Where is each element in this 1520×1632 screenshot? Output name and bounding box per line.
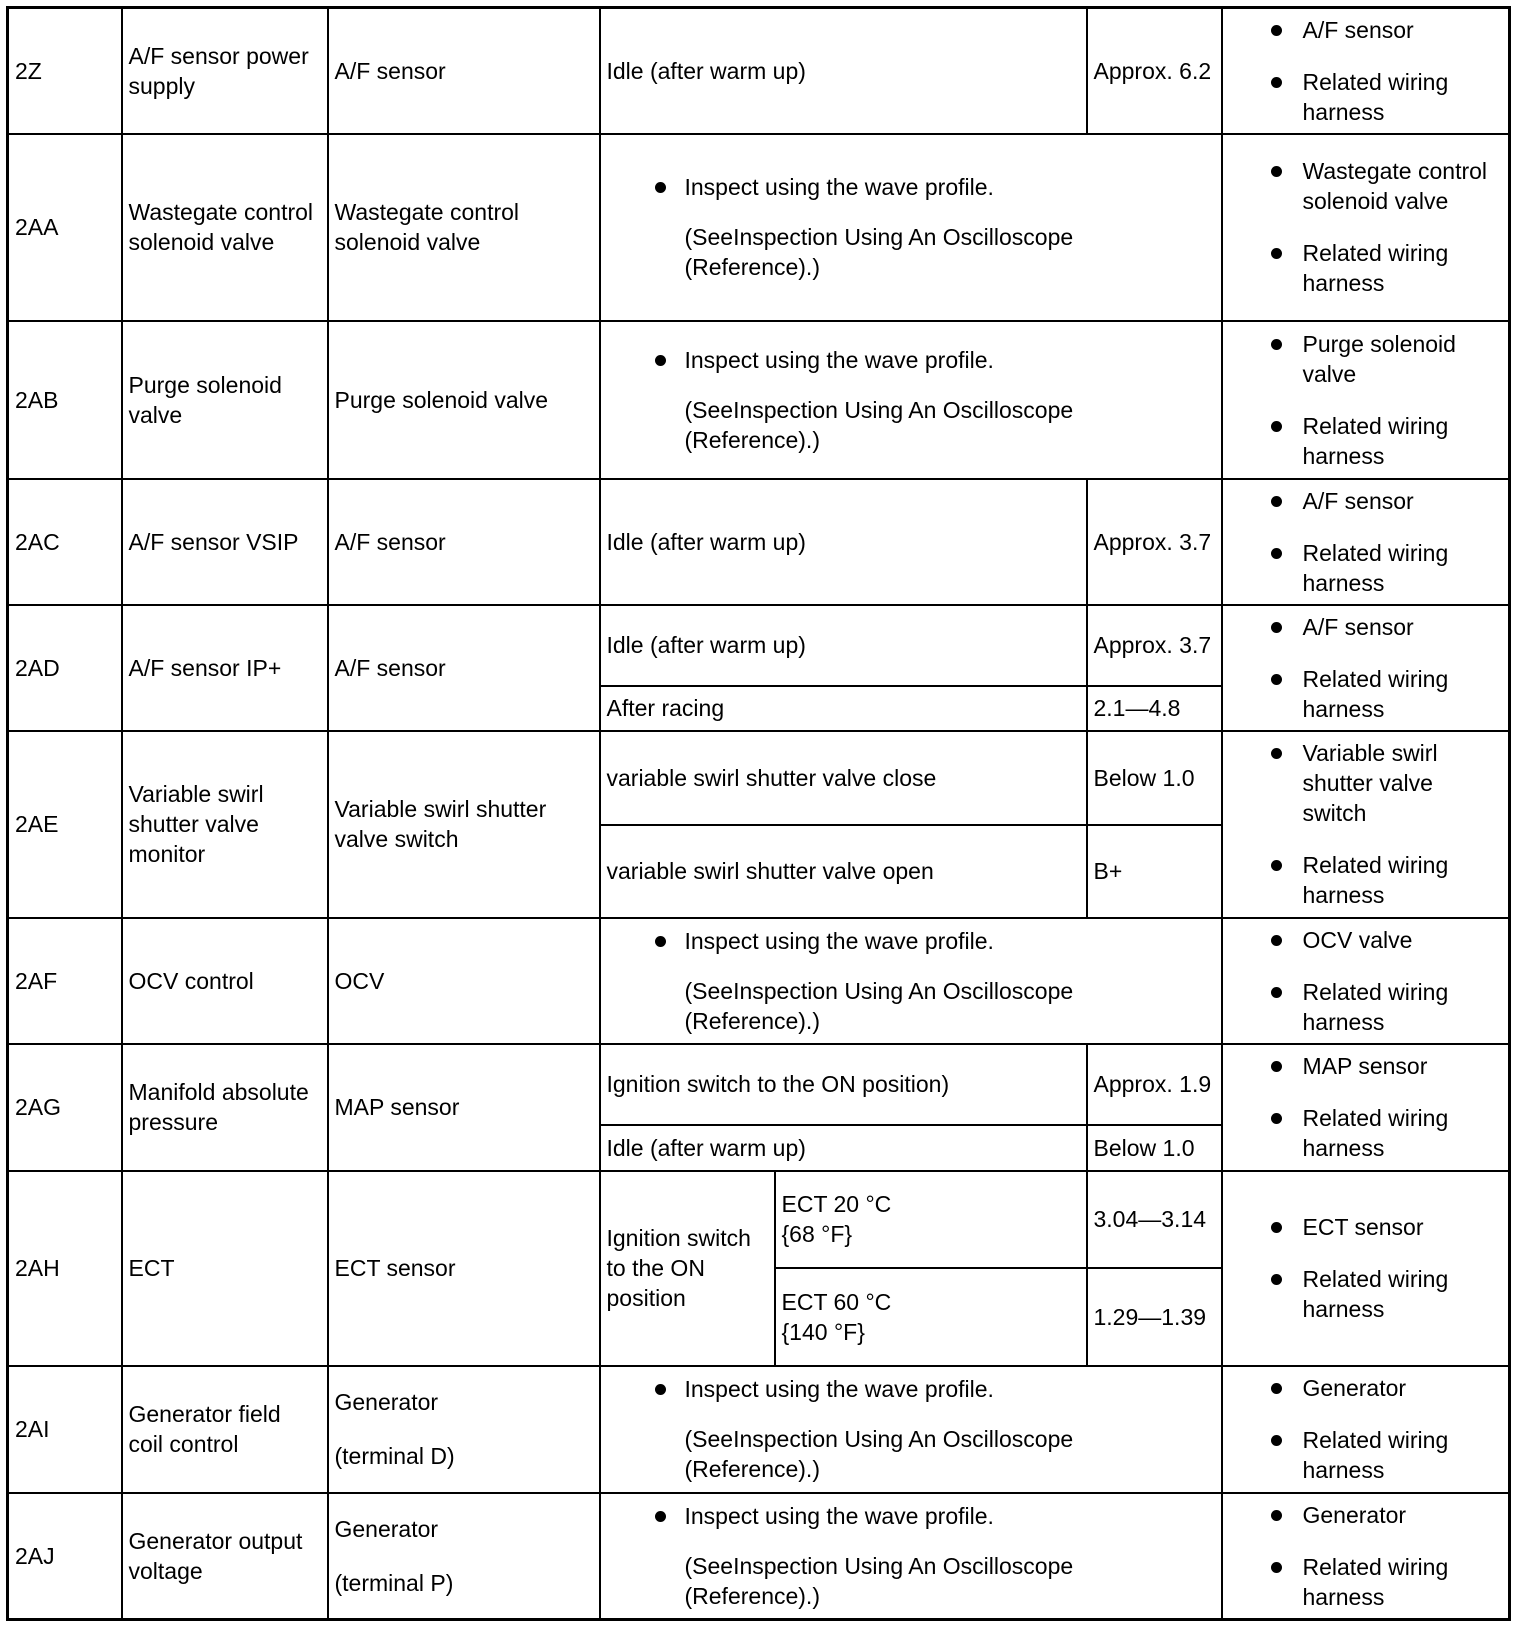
- wave-profile-note: Inspect using the wave profile.: [685, 1374, 1215, 1404]
- wave-profile-note: Inspect using the wave profile.: [685, 172, 1215, 202]
- table-row: [8, 1171, 1510, 1268]
- voltage-value: B+: [1087, 825, 1222, 918]
- terminal-id: 2AG: [8, 1044, 122, 1171]
- inspection-item: Related wiring harness: [1229, 67, 1503, 127]
- connected-device: Generator: [334, 1389, 439, 1415]
- voltage-value: Approx. 1.9: [1087, 1044, 1222, 1125]
- terminal-id: 2Z: [8, 8, 122, 134]
- test-condition: Ignition switch to the ON position): [600, 1044, 1087, 1125]
- terminal-id: 2AI: [8, 1366, 122, 1493]
- oscilloscope-reference: (SeeInspection Using An Oscilloscope (Reference).): [684, 1552, 1074, 1609]
- signal-name: Variable swirl shutter valve monitor: [122, 731, 328, 918]
- test-condition: Idle (after warm up): [600, 605, 1087, 686]
- sub-condition: [775, 1268, 1087, 1366]
- connected-to: Wastegate control solenoid valve: [328, 134, 600, 321]
- test-condition: variable swirl shutter valve open: [600, 825, 1087, 918]
- test-condition: [600, 134, 1222, 321]
- table-row: [8, 479, 1510, 605]
- inspection-item: Related wiring harness: [1229, 977, 1503, 1037]
- table-row: [8, 918, 1510, 1044]
- signal-name: Manifold absolute pressure: [122, 1044, 328, 1171]
- inspection-item: A/F sensor: [1229, 486, 1503, 516]
- table-row: [8, 134, 1510, 321]
- connected-to: Purge solenoid valve: [328, 321, 600, 479]
- table-row: [8, 605, 1510, 686]
- test-condition: variable swirl shutter valve close: [600, 731, 1087, 825]
- signal-name: A/F sensor VSIP: [122, 479, 328, 605]
- table-row: [8, 1493, 1510, 1620]
- connected-terminal: (terminal D): [334, 1443, 455, 1469]
- inspection-item: Wastegate control solenoid valve: [1229, 156, 1503, 216]
- table-row: [8, 1366, 1510, 1493]
- terminal-id: 2AB: [8, 321, 122, 479]
- terminal-id: 2AA: [8, 134, 122, 321]
- voltage-value: Approx. 3.7: [1087, 605, 1222, 686]
- temperature-f: {68 °F}: [781, 1221, 853, 1247]
- inspection-item: MAP sensor: [1229, 1051, 1503, 1081]
- terminal-voltage-table: [6, 6, 1511, 1621]
- connected-to: OCV: [328, 918, 600, 1044]
- connected-terminal: (terminal P): [334, 1569, 454, 1596]
- connected-to: Variable swirl shutter valve switch: [328, 731, 600, 918]
- table-row: [8, 731, 1510, 825]
- inspection-item: Generator: [1229, 1500, 1503, 1530]
- connected-to: ECT sensor: [328, 1171, 600, 1366]
- test-condition: After racing: [600, 686, 1087, 731]
- inspection-item: Purge solenoid valve: [1229, 329, 1503, 389]
- test-condition: Idle (after warm up): [600, 479, 1087, 605]
- inspection-items: [1222, 1366, 1510, 1493]
- signal-name: Generator field coil control: [122, 1366, 328, 1493]
- inspection-items: [1222, 321, 1510, 479]
- connected-to: [328, 1366, 600, 1493]
- signal-name: Generator output voltage: [122, 1493, 328, 1620]
- voltage-value: 2.1—4.8: [1087, 686, 1222, 731]
- wave-profile-note: Inspect using the wave profile.: [685, 345, 1215, 375]
- connected-to: A/F sensor: [328, 479, 600, 605]
- inspection-item: A/F sensor: [1229, 15, 1503, 45]
- table-row: [8, 8, 1510, 134]
- signal-name: Wastegate control solenoid valve: [122, 134, 328, 321]
- terminal-id: 2AF: [8, 918, 122, 1044]
- wave-profile-note: Inspect using the wave profile.: [685, 926, 1215, 956]
- inspection-items: [1222, 1044, 1510, 1171]
- terminal-id: 2AE: [8, 731, 122, 918]
- test-condition: Idle (after warm up): [600, 8, 1087, 134]
- inspection-item: ECT sensor: [1229, 1212, 1503, 1242]
- inspection-items: [1222, 134, 1510, 321]
- inspection-item: Related wiring harness: [1229, 664, 1503, 724]
- voltage-value: Approx. 6.2: [1087, 8, 1222, 134]
- connected-to: A/F sensor: [328, 605, 600, 731]
- test-condition: [600, 1366, 1222, 1493]
- connected-device: Generator: [334, 1515, 439, 1542]
- oscilloscope-reference: (SeeInspection Using An Oscilloscope (Reference).): [684, 1426, 1074, 1482]
- inspection-items: [1222, 605, 1510, 731]
- table-row: [8, 321, 1510, 479]
- connected-to: MAP sensor: [328, 1044, 600, 1171]
- wave-profile-note: Inspect using the wave profile.: [685, 1501, 1215, 1531]
- terminal-id: 2AD: [8, 605, 122, 731]
- signal-name: OCV control: [122, 918, 328, 1044]
- inspection-item: Related wiring harness: [1229, 1264, 1503, 1324]
- inspection-items: [1222, 479, 1510, 605]
- test-condition: Ignition switch to the ON position: [600, 1171, 775, 1366]
- test-condition: [600, 918, 1222, 1044]
- voltage-value: 1.29—1.39: [1087, 1268, 1222, 1366]
- inspection-item: Variable swirl shutter valve switch: [1229, 738, 1503, 828]
- inspection-item: Related wiring harness: [1229, 1103, 1503, 1163]
- test-condition: Idle (after warm up): [600, 1125, 1087, 1171]
- oscilloscope-reference: (SeeInspection Using An Oscilloscope (Reference).): [684, 224, 1074, 280]
- inspection-item: Related wiring harness: [1229, 1552, 1503, 1612]
- table-row: [8, 1044, 1510, 1125]
- voltage-value: Below 1.0: [1087, 1125, 1222, 1171]
- temperature-c: ECT 20 °C: [781, 1191, 892, 1217]
- temperature-f: {140 °F}: [781, 1318, 865, 1345]
- sub-condition: [775, 1171, 1087, 1268]
- inspection-item: Related wiring harness: [1229, 538, 1503, 598]
- oscilloscope-reference: (SeeInspection Using An Oscilloscope (Reference).): [684, 977, 1074, 1034]
- inspection-items: [1222, 1171, 1510, 1366]
- voltage-value: Below 1.0: [1087, 731, 1222, 825]
- inspection-item: Related wiring harness: [1229, 411, 1503, 471]
- inspection-item: OCV valve: [1229, 925, 1503, 955]
- test-condition: [600, 1493, 1222, 1620]
- terminal-id: 2AH: [8, 1171, 122, 1366]
- signal-name: Purge solenoid valve: [122, 321, 328, 479]
- inspection-item: Related wiring harness: [1229, 850, 1503, 910]
- voltage-value: Approx. 3.7: [1087, 479, 1222, 605]
- signal-name: ECT: [122, 1171, 328, 1366]
- inspection-items: [1222, 918, 1510, 1044]
- signal-name: A/F sensor power supply: [122, 8, 328, 134]
- terminal-id: 2AC: [8, 479, 122, 605]
- terminal-voltage-table-sheet: [6, 6, 1511, 1621]
- connected-to: A/F sensor: [328, 8, 600, 134]
- signal-name: A/F sensor IP+: [122, 605, 328, 731]
- terminal-id: 2AJ: [8, 1493, 122, 1620]
- connected-to: [328, 1493, 600, 1620]
- inspection-item: Related wiring harness: [1229, 1425, 1503, 1485]
- inspection-item: A/F sensor: [1229, 612, 1503, 642]
- oscilloscope-reference: (SeeInspection Using An Oscilloscope (Reference).): [684, 396, 1074, 453]
- inspection-items: [1222, 731, 1510, 918]
- test-condition: [600, 321, 1222, 479]
- inspection-items: [1222, 1493, 1510, 1620]
- inspection-items: [1222, 8, 1510, 134]
- temperature-c: ECT 60 °C: [781, 1288, 892, 1315]
- voltage-value: 3.04—3.14: [1087, 1171, 1222, 1268]
- inspection-item: Generator: [1229, 1373, 1503, 1403]
- inspection-item: Related wiring harness: [1229, 238, 1503, 298]
